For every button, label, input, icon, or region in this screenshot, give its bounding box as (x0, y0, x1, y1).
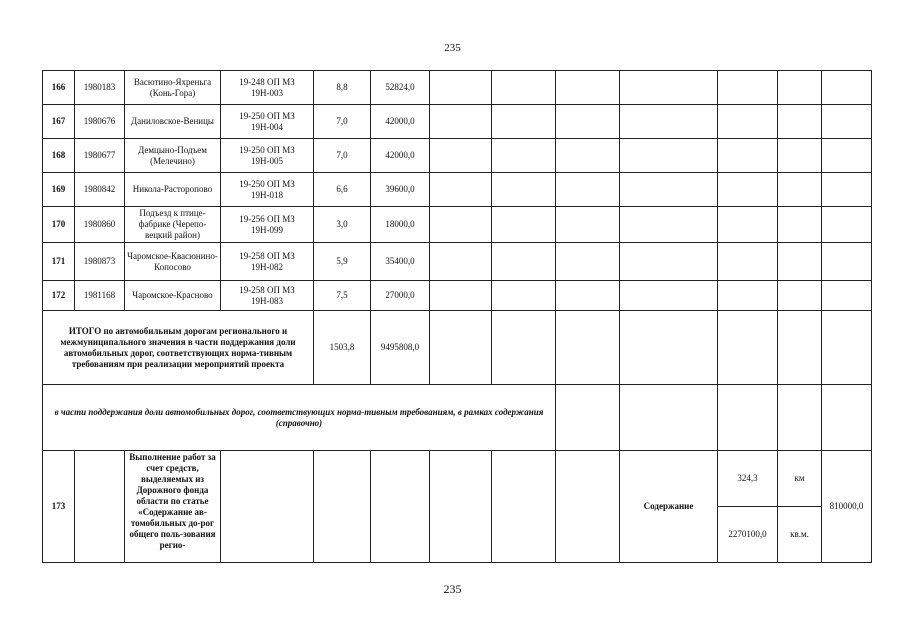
page-number-bottom: 235 (443, 582, 462, 596)
table-row (43, 451, 872, 507)
row-name: Васютино-Яхреньга (Конь-Гора) (125, 71, 221, 105)
row-name: Никола-Расторопово (125, 173, 221, 207)
page-number-top: 235 (444, 42, 461, 54)
row-number: 172 (43, 281, 75, 311)
row-name: Даниловское-Веницы (125, 105, 221, 139)
row-road: 19-248 ОП МЗ 19Н-003 (221, 71, 314, 105)
row-road: 19-258 ОП МЗ 19Н-083 (221, 281, 314, 311)
row-code: 1980873 (75, 243, 125, 281)
total-row (43, 311, 872, 385)
row-name: Чаромское-Квасюнино-Копосово (125, 243, 221, 281)
row-length: 7,5 (314, 281, 371, 311)
road-works-table (42, 70, 872, 563)
row-road: 19-258 ОП МЗ 19Н-082 (221, 243, 314, 281)
row-length: 7,0 (314, 139, 371, 173)
row-sum: 39600,0 (371, 173, 430, 207)
row-code: 1980677 (75, 139, 125, 173)
table-row (43, 71, 872, 105)
row-sum: 27000,0 (371, 281, 430, 311)
table-row (43, 281, 872, 311)
table-row (43, 173, 872, 207)
row-code: 1980842 (75, 173, 125, 207)
row-length: 8,8 (314, 71, 371, 105)
section-header-row (43, 385, 872, 451)
row-length: 3,0 (314, 207, 371, 243)
work-kind: Содержание (620, 451, 718, 563)
row-length: 7,0 (314, 105, 371, 139)
row-sum: 18000,0 (371, 207, 430, 243)
total-sum: 9495808,0 (371, 311, 430, 385)
row-length: 5,9 (314, 243, 371, 281)
row-road: 19-256 ОП МЗ 19Н-099 (221, 207, 314, 243)
row-number: 168 (43, 139, 75, 173)
row-length: 6,6 (314, 173, 371, 207)
section-header: в части поддержания доли автомобильных дорог, соответствующих норма-тивным требованиям, в рамках содержания (справочно) (43, 385, 556, 451)
row-number: 169 (43, 173, 75, 207)
unit-km: км (778, 451, 822, 507)
row-number: 170 (43, 207, 75, 243)
table-row (43, 139, 872, 173)
table-row (43, 207, 872, 243)
row-sum: 35400,0 (371, 243, 430, 281)
row-code: 1981168 (75, 281, 125, 311)
row-code: 1980183 (75, 71, 125, 105)
table-row (43, 243, 872, 281)
row-sum: 52824,0 (371, 71, 430, 105)
quantity-km: 324,3 (718, 451, 778, 507)
row-description: Выполнение работ за счет средств, выделяемых из Дорожного фонда области по статье «Содержание ав-томобильных до-рог общего поль-зования регио- (125, 451, 221, 563)
row-number: 167 (43, 105, 75, 139)
unit-sqm: кв.м. (778, 507, 822, 563)
row-number: 173 (43, 451, 75, 563)
row-sum: 42000,0 (371, 139, 430, 173)
row-code: 1980676 (75, 105, 125, 139)
total-label: ИТОГО по автомобильным дорогам регионального и межмуниципального значения в части поддержания доли автомобильных дорог, соответствующих норма-тивным требованиям при реализации мероприятий проекта (43, 311, 314, 385)
row-road: 19-250 ОП МЗ 19Н-004 (221, 105, 314, 139)
row-road: 19-250 ОП МЗ 19Н-005 (221, 139, 314, 173)
total-length: 1503,8 (314, 311, 371, 385)
row-name: Демцыно-Подъем (Мелечино) (125, 139, 221, 173)
row-name: Чаромское-Красново (125, 281, 221, 311)
row-name: Подъезд к птице-фабрике (Черепо-вецкий район) (125, 207, 221, 243)
row-code: 1980860 (75, 207, 125, 243)
row-number: 166 (43, 71, 75, 105)
table-row (43, 105, 872, 139)
row-number: 171 (43, 243, 75, 281)
amount: 810000,0 (822, 451, 872, 563)
quantity-sqm: 2270100,0 (718, 507, 778, 563)
row-sum: 42000,0 (371, 105, 430, 139)
row-road: 19-250 ОП МЗ 19Н-018 (221, 173, 314, 207)
